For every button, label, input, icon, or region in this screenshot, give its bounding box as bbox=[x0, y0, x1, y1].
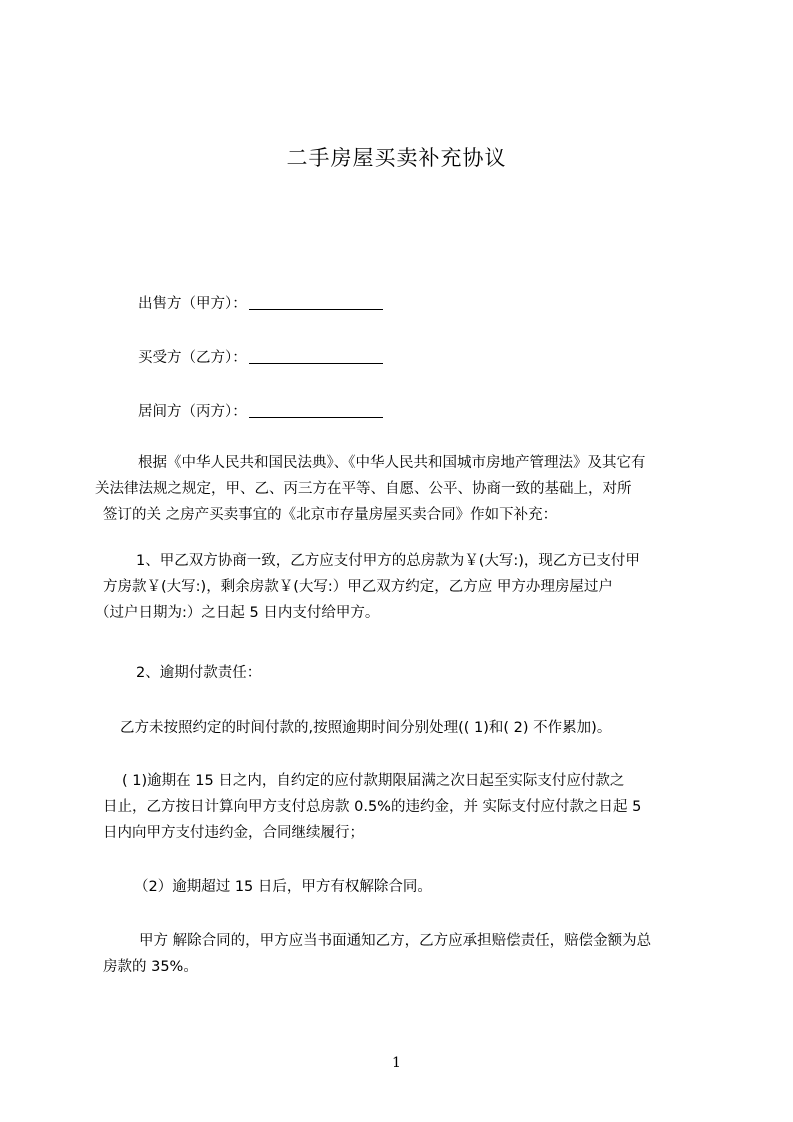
party-seller bbox=[138, 292, 383, 313]
clause-2-item-1-line: 日止，乙方按日计算向甲方支付总房款 0.5%的违约金，并 实际支付应付款之日起 5 bbox=[103, 799, 642, 815]
party-broker-blank bbox=[249, 403, 383, 418]
page-number: 1 bbox=[392, 1055, 401, 1071]
clause-2-item-1 bbox=[103, 768, 703, 846]
clause-2-item-3 bbox=[103, 928, 703, 980]
intro-paragraph bbox=[95, 450, 703, 528]
clause-2-item-3-line: 房款的 35%。 bbox=[103, 959, 198, 975]
clause-2-heading: 2、逾期付款责任： bbox=[136, 665, 262, 681]
clause-2-intro: 乙方未按照约定的时间付款的,按照逾期时间分别处理(( 1)和( 2) 不作累加)。 bbox=[120, 720, 612, 736]
party-seller-blank bbox=[249, 295, 383, 310]
clause-2-item-1-line: ( 1)逾期在 15 日之内，自约定的应付款期限届满之次日起至实际支付应付款之 bbox=[122, 773, 625, 789]
party-buyer-label: 买受方（乙方）： bbox=[138, 350, 247, 366]
clause-1-line: 1、甲乙双方协商一致，乙方应支付甲方的总房款为￥(大写:)，现乙方已支付甲 bbox=[136, 553, 640, 569]
clause-1-line: （过户日期为:）之日起 5 日内支付给甲方。 bbox=[95, 605, 380, 621]
clause-2-item-2: （2）逾期超过 15 日后，甲方有权解除合同。 bbox=[134, 879, 432, 895]
clause-1-paragraph bbox=[95, 548, 703, 626]
party-buyer bbox=[138, 346, 383, 367]
party-seller-label: 出售方（甲方）： bbox=[138, 296, 247, 312]
party-broker bbox=[138, 400, 383, 421]
party-buyer-blank bbox=[249, 349, 383, 364]
clause-2-item-1-line: 日内向甲方支付违约金，合同继续履行； bbox=[103, 825, 364, 841]
clause-1-line: 方房款￥(大写:)，剩余房款￥(大写:）甲乙双方约定，乙方应 甲方办理房屋过户 bbox=[103, 579, 613, 595]
party-broker-label: 居间方（丙方）： bbox=[138, 404, 247, 420]
clause-2-item-3-line: 甲方 解除合同的，甲方应当书面通知乙方，乙方应承担赔偿责任，赔偿金额为总 bbox=[139, 933, 652, 949]
intro-line: 签订的关 之房产买卖事宜的《北京市存量房屋买卖合同》作如下补充： bbox=[103, 507, 558, 523]
intro-line: 关法律法规之规定，甲、乙、丙三方在平等、自愿、公平、协商一致的基础上，对所 bbox=[95, 481, 632, 497]
intro-line: 根据《中华人民共和国民法典》、《中华人民共和国城市房地产管理法》及其它有 bbox=[138, 455, 646, 471]
document-title: 二手房屋买卖补充协议 bbox=[286, 146, 507, 170]
